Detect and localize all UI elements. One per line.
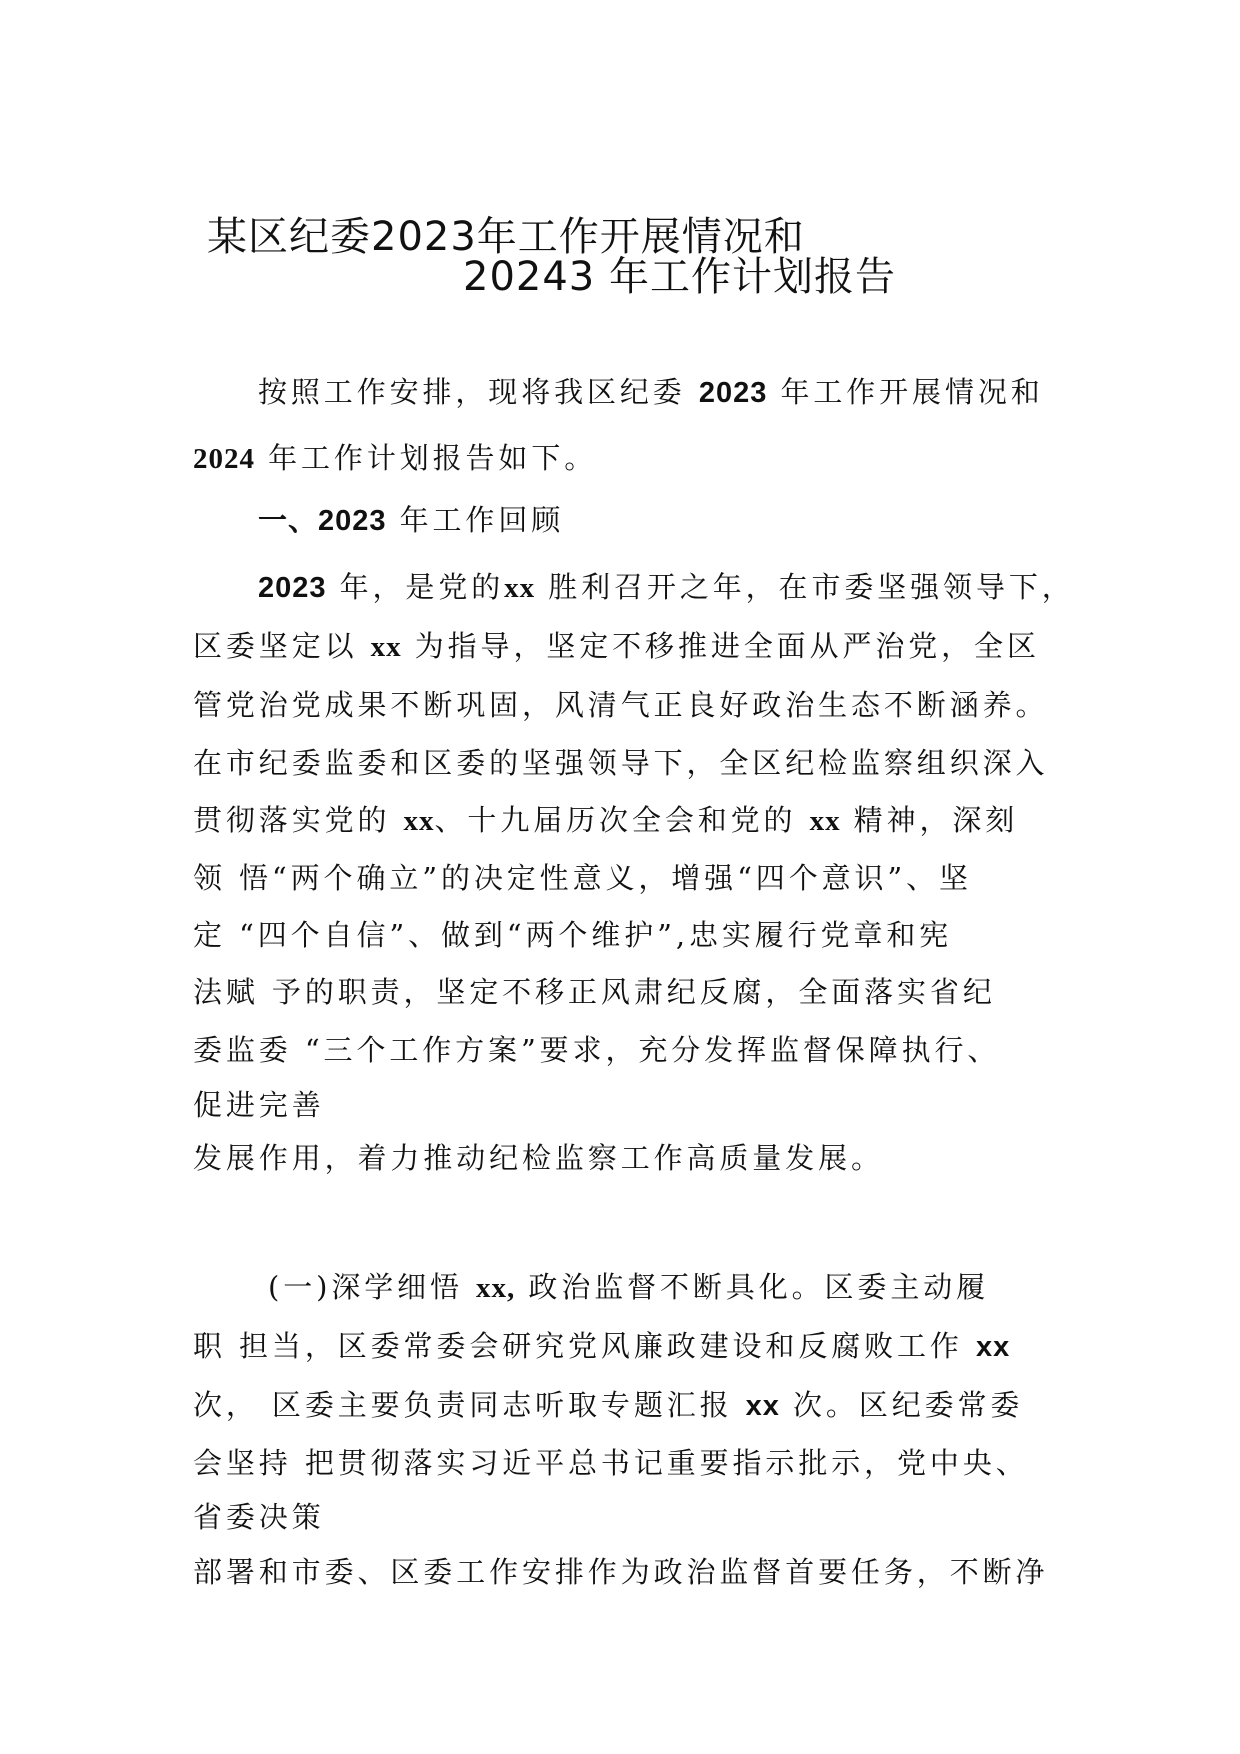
document-title-line-2: 20243 年工作计划报告 (463, 254, 896, 300)
para2-line-6: 部署和市委、区委工作安排作为政治监督首要任务，不断净 (193, 1555, 1049, 1589)
para1-line-11: 发展作用，着力推动纪检监察工作高质量发展。 (193, 1141, 884, 1175)
para1-line-6: 领 悟“两个确立”的决定性意义，增强“四个意识”、坚 (193, 861, 972, 895)
para2-line-5: 省委决策 (193, 1500, 325, 1534)
intro-line-2: 2024 年工作计划报告如下。 (193, 441, 598, 475)
para1-line-7: 定 “四个自信”、做到“两个维护”,忠实履行党章和宪 (193, 918, 953, 952)
intro-line-1: 按照工作安排，现将我区纪委 2023 年工作开展情况和 (258, 375, 1044, 409)
para1-line-8: 法赋 予的职责，坚定不移正风肃纪反腐，全面落实省纪 (193, 975, 996, 1009)
para1-line-1: 2023 年，是党的xx 胜利召开之年，在市委坚强领导下， (258, 570, 1075, 604)
para2-line-1: (一)深学细悟 xx, 政治监督不断具化。区委主动履 (268, 1270, 990, 1304)
para2-line-3: 次， 区委主要负责同志听取专题汇报 xx 次。区纪委常委 (193, 1388, 1024, 1422)
para1-line-9: 委监委 “三个工作方案”要求，充分发挥监督保障执行、 (193, 1033, 1001, 1067)
para1-line-10: 促进完善 (193, 1088, 325, 1122)
para1-line-4: 在市纪委监委和区委的坚强领导下，全区纪检监察组织深入 (193, 746, 1049, 780)
document-title-line-1: 某区纪委2023年工作开展情况和 (207, 214, 805, 260)
para1-line-2: 区委坚定以 xx 为指导，坚定不移推进全面从严治党，全区 (193, 629, 1040, 663)
para1-line-5: 贯彻落实党的 xx、十九届历次全会和党的 xx 精神，深刻 (193, 803, 1019, 837)
para2-line-2: 职 担当，区委常委会研究党风廉政建设和反腐败工作 xx (193, 1329, 1011, 1363)
para2-line-4: 会坚持 把贯彻落实习近平总书记重要指示批示，党中央、 (193, 1446, 1029, 1480)
section-heading-review: 一、2023 年工作回顾 (258, 503, 565, 537)
para1-line-3: 管党治党成果不断巩固，风清气正良好政治生态不断涵养。 (193, 688, 1049, 722)
